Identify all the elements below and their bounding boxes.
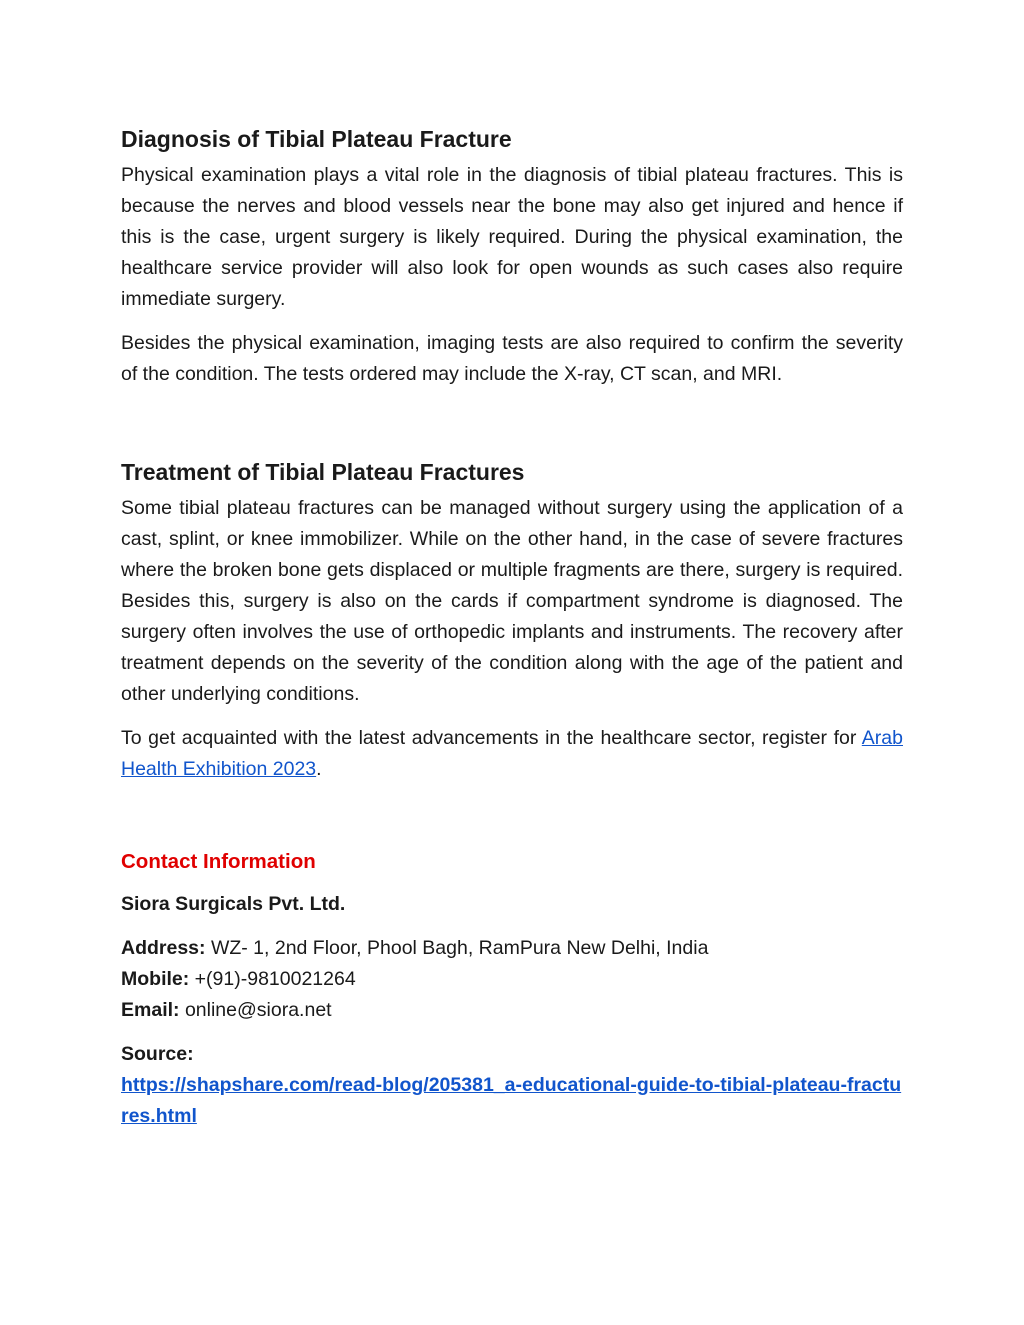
diagnosis-paragraph-2: Besides the physical examination, imaging tests are also required to confirm the severity of the condition. The tests ordered may include the X-ray, CT scan, and MRI.	[121, 332, 903, 385]
source-url-link[interactable]: https://shapshare.com/read-blog/205381_a-educational-guide-to-tibial-plateau-fractures.html	[121, 1074, 902, 1127]
address-label: Address:	[121, 937, 206, 959]
contact-heading: Contact Information	[121, 850, 316, 873]
treatment-paragraph-2	[121, 723, 903, 785]
source-label: Source:	[121, 1043, 194, 1065]
section-spacer	[121, 403, 903, 451]
arab-health-link[interactable]: Arab Health Exhibition 2023	[121, 727, 903, 780]
mobile-label: Mobile:	[121, 968, 190, 990]
email-label: Email:	[121, 999, 180, 1021]
address-value: WZ- 1, 2nd Floor, Phool Bagh, RamPura New Delhi, India	[205, 937, 709, 959]
document-page	[121, 118, 903, 1132]
diagnosis-heading: Diagnosis of Tibial Plateau Fracture	[121, 126, 512, 152]
treatment-heading: Treatment of Tibial Plateau Fractures	[121, 459, 525, 485]
mobile-line	[121, 964, 903, 995]
company-name: Siora Surgicals Pvt. Ltd.	[121, 893, 346, 915]
contact-details	[121, 933, 903, 1026]
mobile-value: +(91)-9810021264	[189, 968, 356, 990]
treatment-paragraph-1: Some tibial plateau fractures can be managed without surgery using the application of a cast, splint, or knee immobilizer. While on the other hand, in the case of severe fractures where the broken bone gets displaced or multiple fragments are there, surgery is required. Besides this, surgery is also on the cards if compartment syndrome is diagnosed. The surgery often involves the use of orthopedic implants and instruments. The recovery after treatment depends on the severity of the condition along with the age of the patient and other underlying conditions.	[121, 497, 903, 705]
register-text-end: .	[316, 758, 322, 780]
diagnosis-paragraph-1: Physical examination plays a vital role in the diagnosis of tibial plateau fractures. This is because the nerves and blood vessels near the bone may also get injured and hence if this is the case, urgent surgery is likely required. During the physical examination, the healthcare service provider will also look for open wounds as such cases also require immediate surgery.	[121, 164, 903, 310]
register-text: To get acquainted with the latest advancements in the healthcare sector, register for	[121, 727, 862, 749]
email-line	[121, 995, 903, 1026]
address-line	[121, 933, 903, 964]
email-value: online@siora.net	[179, 999, 332, 1021]
section-spacer	[121, 798, 903, 846]
